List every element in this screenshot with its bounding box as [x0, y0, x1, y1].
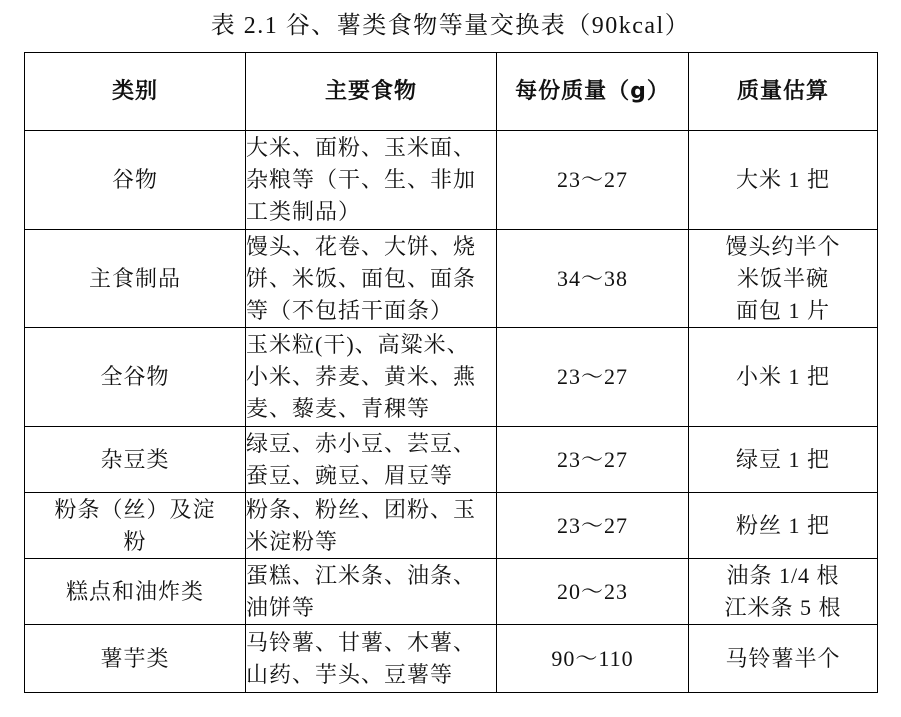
category-cell [25, 559, 246, 625]
food-line: 蚕豆、豌豆、眉豆等 [246, 462, 454, 488]
weight-value: 23～27 [556, 512, 628, 538]
weight-value: 23～27 [556, 446, 628, 472]
estimate-line: 米饭半碗 [736, 265, 829, 291]
food-line: 杂粮等（干、生、非加 [246, 167, 477, 192]
food-line: 油饼等 [246, 594, 316, 620]
weight-value: 34～38 [556, 265, 628, 291]
food-line: 粉条、粉丝、团粉、玉 [246, 496, 477, 522]
food-line: 绿豆、赤小豆、芸豆、 [246, 430, 477, 456]
category-line: 主食制品 [88, 265, 181, 291]
category-line: 粉条（丝）及淀 [54, 496, 216, 522]
main-foods-cell [246, 427, 497, 493]
estimate-cell [689, 427, 878, 493]
weight-cell [497, 427, 689, 493]
estimate-line: 面包 1 片 [735, 297, 830, 323]
header-category: 类别 [25, 53, 246, 131]
main-foods-cell [246, 493, 497, 559]
food-line: 小米、荞麦、黄米、燕 [246, 364, 477, 389]
category-cell [25, 625, 246, 693]
food-line: 等（不包括干面条） [246, 297, 454, 323]
category-line: 谷物 [111, 167, 158, 192]
weight-cell [497, 559, 689, 625]
table-header-row [25, 53, 878, 131]
table-row [25, 493, 878, 559]
category-line: 杂豆类 [100, 446, 170, 472]
food-line: 玉米粒(干)、高粱米、 [246, 332, 470, 357]
food-line: 麦、藜麦、青稞等 [246, 396, 431, 421]
weight-cell [497, 625, 689, 693]
weight-value: 90～110 [551, 645, 634, 671]
table-row [25, 559, 878, 625]
food-line: 饼、米饭、面包、面条 [246, 265, 477, 291]
food-line: 大米、面粉、玉米面、 [246, 135, 477, 160]
food-line: 米淀粉等 [246, 528, 339, 554]
main-foods-cell [246, 328, 497, 427]
main-foods-cell [246, 625, 497, 693]
header-weight: 每份质量（g） [497, 53, 689, 131]
category-cell [25, 328, 246, 427]
table-row [25, 131, 878, 230]
weight-cell [497, 493, 689, 559]
estimate-line: 馒头约半个 [725, 233, 841, 259]
estimate-line: 大米 1 把 [735, 167, 830, 192]
category-line: 薯芋类 [100, 645, 170, 671]
category-line: 糕点和油炸类 [65, 578, 204, 604]
food-line: 山药、芋头、豆薯等 [246, 661, 454, 687]
page-title: 表 2.1 谷、薯类食物等量交换表（90kcal） [210, 13, 691, 39]
estimate-cell [689, 559, 878, 625]
estimate-line: 江米条 5 根 [724, 594, 842, 620]
header-main-foods: 主要食物 [246, 53, 497, 131]
estimate-line: 粉丝 1 把 [735, 512, 830, 538]
food-line: 马铃薯、甘薯、木薯、 [246, 629, 477, 655]
food-line: 蛋糕、江米条、油条、 [246, 562, 477, 588]
weight-value: 23～27 [556, 167, 628, 192]
estimate-line: 马铃薯半个 [725, 645, 841, 671]
estimate-cell [689, 625, 878, 693]
weight-value: 23～27 [556, 364, 628, 389]
category-cell [25, 131, 246, 230]
category-cell [25, 493, 246, 559]
food-line: 工类制品） [246, 199, 362, 224]
category-cell [25, 230, 246, 328]
estimate-line: 小米 1 把 [735, 364, 830, 389]
estimate-cell [689, 328, 878, 427]
weight-cell [497, 131, 689, 230]
main-foods-cell [246, 131, 497, 230]
food-line: 馒头、花卷、大饼、烧 [246, 233, 477, 259]
weight-value: 20～23 [556, 578, 628, 604]
weight-cell [497, 328, 689, 427]
food-exchange-table [24, 52, 878, 693]
estimate-cell [689, 230, 878, 328]
category-cell [25, 427, 246, 493]
table-row [25, 328, 878, 427]
category-line: 粉 [123, 528, 147, 554]
table-row [25, 427, 878, 493]
category-line: 全谷物 [100, 364, 170, 389]
table-row [25, 625, 878, 693]
header-estimate: 质量估算 [689, 53, 878, 131]
estimate-line: 油条 1/4 根 [726, 562, 840, 588]
estimate-line: 绿豆 1 把 [735, 446, 830, 472]
table-row [25, 230, 878, 328]
estimate-cell [689, 493, 878, 559]
estimate-cell [689, 131, 878, 230]
weight-cell [497, 230, 689, 328]
main-foods-cell [246, 559, 497, 625]
main-foods-cell [246, 230, 497, 328]
